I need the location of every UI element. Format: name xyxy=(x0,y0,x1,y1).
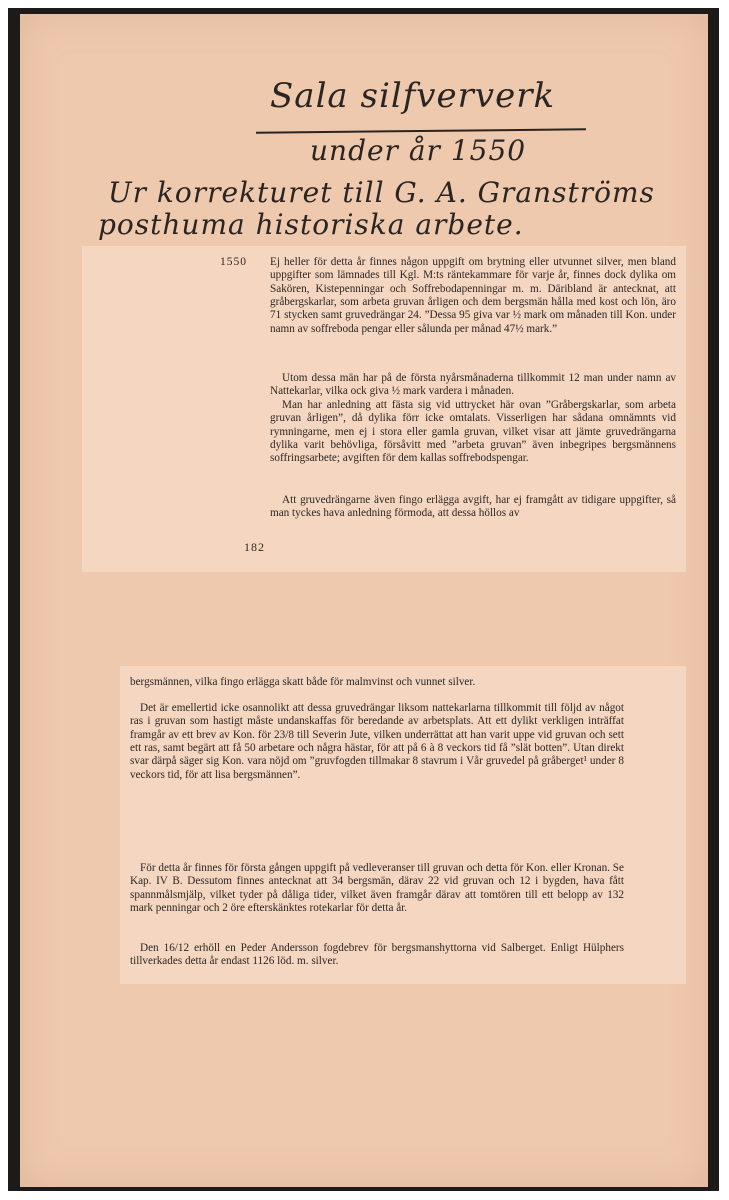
clipping-page-182 xyxy=(82,246,686,572)
paragraph: Utom dessa män har på de första nyårsmånaderna tillkommit 12 man under namn av Nattekarlar, vilka ock giva ½ mark vardera i månaden. xyxy=(270,372,676,398)
paragraph: bergsmännen, vilka fingo erlägga skatt både för malmvinst och vunnet silver. xyxy=(130,676,476,688)
title-underline xyxy=(256,128,586,133)
handwritten-title: Sala silfververk xyxy=(270,76,556,116)
paragraph: Man har anledning att fästa sig vid uttrycket här ovan ”Gråbergskarlar, som arbeta gruvan årligen”, då dylika förr icke omtalats. Visserligen har sådana omnämnts vid rymningarne, men ej i stora eller gamla gruvan, vilket visar att jämte gruvedrängarna dylika varit behövliga, försåvitt med ”arbeta gruvan” även inbegripes bergsmännens soffringsarbete; avgiften för dem kallas soffrebodspengar. xyxy=(270,399,676,465)
handwritten-note-line-1: Ur korrekturet till G. A. Granströms xyxy=(108,176,655,209)
handwritten-note-line-2: posthuma historiska arbete. xyxy=(98,208,524,241)
paragraph: För detta år finnes för första gången uppgift på vedleveranser till gruvan och detta för Kon. eller Kronan. Se Kap. IV B. Dessutom finnes antecknat att 34 bergsmän, därav 22 vid gruvan och 12 i bygden, hava fått spannmålsmjälp, vilket tyder på dåliga tider, vilket även framgår därav att tomtören till ett belopp av 132 mark penningar och 2 öre efterskänktes rotekarlar för detta år. xyxy=(130,862,624,915)
clipping-continuation xyxy=(120,666,686,984)
paragraph: Den 16/12 erhöll en Peder Andersson fogdebrev för bergsmanshyttorna vid Salberget. Enligt Hülphers tillverkades detta år endast 1126 löd. m. silver. xyxy=(130,942,624,968)
handwritten-subtitle: under år 1550 xyxy=(310,134,527,167)
page-number: 182 xyxy=(244,540,265,554)
archive-sheet xyxy=(20,14,708,1187)
margin-year: 1550 xyxy=(220,256,247,268)
paragraph: Ej heller för detta år finnes någon uppgift om brytning eller utvunnet silver, men bland uppgifter som lämnades till Kgl. M:ts räntekammare för varje år, finnes dock dylika om Sakören, Kistepenningar och Soffrebodapenningar m. m. Däribland är antecknat, att gråbergskarlar, som arbeta gruvan årligen och dem bergsmän hålla med kost och lön, äro 71 stycken samt gruvedrängar 24. ”Dessa 95 giva var ½ mark om månaden till Kon. under namn av soffreboda pengar eller sålunda per månad 47½ mark.” xyxy=(270,256,676,335)
paragraph: Att gruvedrängarne även fingo erlägga avgift, har ej framgått av tidigare uppgifter, så man tyckes hava anledning förmoda, att dessa höllos av xyxy=(270,494,676,520)
paragraph: Det är emellertid icke osannolikt att dessa gruvedrängar liksom nattekarlarna tillkommit till följd av något ras i gruvan som hastigt måste undanskaffas för beredande av arbetsplats. Att ett dylikt verkligen inträffat framgår av ett brev av Kon. för 23/8 till Severin Jute, vilken underrättat att han varit uppe vid gruvan och sett ett ras, samt begärt att få 50 arbetare och några hästar, för att på 6 à 8 veckors tid få ”slät botten”. Utan direkt svar därpå säger sig Kon. vara nöjd om ”gruvfogden tillmakar 8 stavrum i Vår gruvedel på gråberget¹ under 8 veckors tid, för att lisa bergsmännen”. xyxy=(130,702,624,781)
